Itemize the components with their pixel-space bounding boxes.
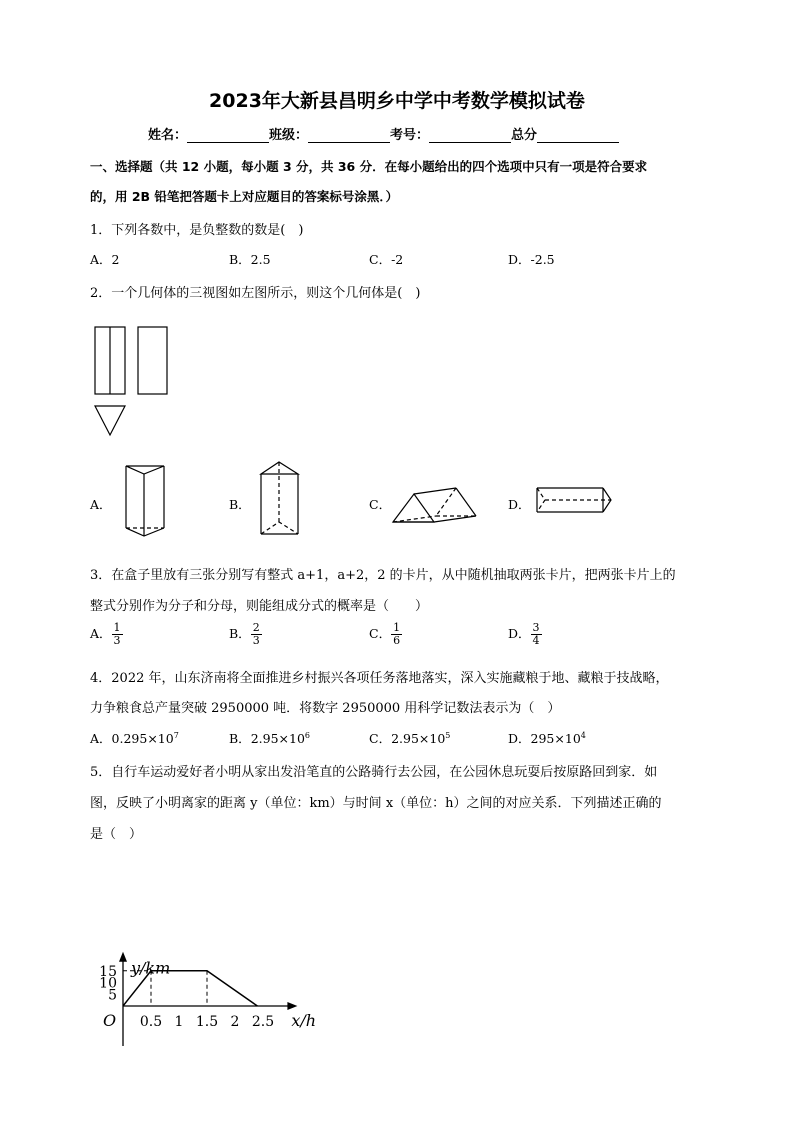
option-label: B． xyxy=(229,731,251,746)
option-label: D． xyxy=(508,626,531,641)
id-label: 考号： xyxy=(390,128,430,143)
q3-option-a[interactable] xyxy=(90,622,123,647)
q2-stem: 2．一个几何体的三视图如左图所示，则这个几何体是( ) xyxy=(90,286,421,301)
q2-option-a[interactable]: A． xyxy=(90,497,112,512)
q4-option-d[interactable] xyxy=(508,729,586,747)
q2-option-b[interactable]: B． xyxy=(229,497,251,512)
y-tick-label: 15 xyxy=(99,963,117,980)
section-heading-line1: 一、选择题（共 12 小题，每小题 3 分，共 36 分．在每小题给出的四个选项中只有一项是符合要求 xyxy=(90,159,648,174)
fraction xyxy=(251,622,262,647)
three-view-figure xyxy=(90,320,180,440)
name-label: 姓名： xyxy=(148,128,188,143)
name-blank[interactable] xyxy=(187,128,269,143)
prism-a-figure[interactable] xyxy=(120,462,170,540)
x-tick-label: 1 xyxy=(174,1014,184,1030)
sci-base: 295×10 xyxy=(530,731,581,746)
fraction-denominator: 6 xyxy=(393,634,401,647)
page-title: 2023年大新县昌明乡中学中考数学模拟试卷 xyxy=(209,90,585,112)
x-axis-label: x/h xyxy=(291,1011,317,1030)
q3-option-d[interactable] xyxy=(508,622,542,647)
side-view xyxy=(138,327,167,394)
q1-option-d[interactable]: D．-2.5 xyxy=(508,252,555,267)
prism-b-figure[interactable] xyxy=(255,460,305,540)
sci-base: 2.95×10 xyxy=(250,731,305,746)
x-tick-label: 2.5 xyxy=(251,1014,275,1030)
student-info-row xyxy=(148,124,619,143)
sci-exponent: 7 xyxy=(173,730,179,740)
fraction-denominator: 3 xyxy=(113,634,121,647)
q3-option-b[interactable] xyxy=(229,622,262,647)
option-label: C． xyxy=(369,731,392,746)
fraction-numerator: 1 xyxy=(393,621,401,634)
q2-option-d[interactable]: D． xyxy=(508,497,531,512)
q4-line2: 力争粮食总产量突破 2950000 吨．将数字 2950000 用科学记数法表示为（ ） xyxy=(90,701,561,716)
y-axis-label: y/km xyxy=(131,958,171,978)
section-heading-line2: 的，用 2B 铅笔把答题卡上对应题目的答案标号涂黑．） xyxy=(90,189,399,204)
y-tick-label: 10 xyxy=(99,975,117,992)
fraction-denominator: 3 xyxy=(252,634,260,647)
y-axis-arrow xyxy=(119,952,127,962)
score-label: 总分 xyxy=(511,128,538,143)
sci-base: 0.295×10 xyxy=(111,731,174,746)
class-label: 班级： xyxy=(269,128,309,143)
id-blank[interactable] xyxy=(429,128,511,143)
q5-line3: 是（ ） xyxy=(90,827,143,842)
x-tick-label: 2 xyxy=(230,1014,240,1030)
x-tick-label: 1.5 xyxy=(195,1014,219,1030)
sci-exponent: 6 xyxy=(304,730,310,740)
q4-option-b[interactable] xyxy=(229,729,310,747)
score-blank[interactable] xyxy=(537,128,619,143)
fraction xyxy=(391,622,402,647)
prism-d-figure[interactable] xyxy=(535,485,617,519)
q3-line1: 3．在盒子里放有三张分别写有整式 a+1，a+2，2 的卡片，从中随机抽取两张卡片，把两张卡片上的 xyxy=(90,568,676,583)
q4-line1: 4．2022 年，山东济南将全面推进乡村振兴各项任务落地落实，深入实施藏粮于地、藏粮于技战略， xyxy=(90,671,669,686)
option-label: A． xyxy=(90,731,112,746)
q3-option-c[interactable] xyxy=(369,622,402,647)
y-tick-label: 5 xyxy=(108,987,117,1004)
sci-exponent: 5 xyxy=(445,730,451,740)
fraction-numerator: 1 xyxy=(113,621,121,634)
q1-option-a[interactable]: A．2 xyxy=(90,252,120,267)
q5-line2: 图，反映了小明离家的距离 y（单位：km）与时间 x（单位：h）之间的对应关系．下列描述正确的 xyxy=(90,796,662,811)
origin-label: O xyxy=(103,1011,117,1030)
option-label: B． xyxy=(229,626,251,641)
q3-line2: 整式分别作为分子和分母，则能组成分式的概率是（ ） xyxy=(90,599,429,614)
q4-option-c[interactable] xyxy=(369,729,450,747)
prism-c-figure[interactable] xyxy=(390,482,482,526)
class-blank[interactable] xyxy=(308,128,390,143)
q4-option-a[interactable] xyxy=(90,729,179,747)
fraction-numerator: 2 xyxy=(252,621,260,634)
fraction-denominator: 4 xyxy=(532,634,540,647)
option-label: D． xyxy=(508,731,531,746)
q1-option-b[interactable]: B．2.5 xyxy=(229,252,271,267)
q2-option-c[interactable]: C． xyxy=(369,497,392,512)
x-axis-arrow xyxy=(287,1002,297,1010)
distance-time-chart xyxy=(92,856,332,1056)
q1-option-c[interactable]: C．-2 xyxy=(369,252,404,267)
option-label: C． xyxy=(369,626,392,641)
top-view xyxy=(95,406,125,435)
sci-exponent: 4 xyxy=(580,730,586,740)
fraction xyxy=(112,622,123,647)
fraction xyxy=(531,622,542,647)
x-tick-label: 0.5 xyxy=(139,1014,163,1030)
sci-base: 2.95×10 xyxy=(391,731,446,746)
q1-stem: 1．下列各数中，是负整数的数是( ) xyxy=(90,223,304,238)
q5-line1: 5．自行车运动爱好者小明从家出发沿笔直的公路骑行去公园，在公园休息玩耍后按原路回到家．如 xyxy=(90,765,658,780)
option-label: A． xyxy=(90,626,112,641)
fraction-numerator: 3 xyxy=(532,621,540,634)
